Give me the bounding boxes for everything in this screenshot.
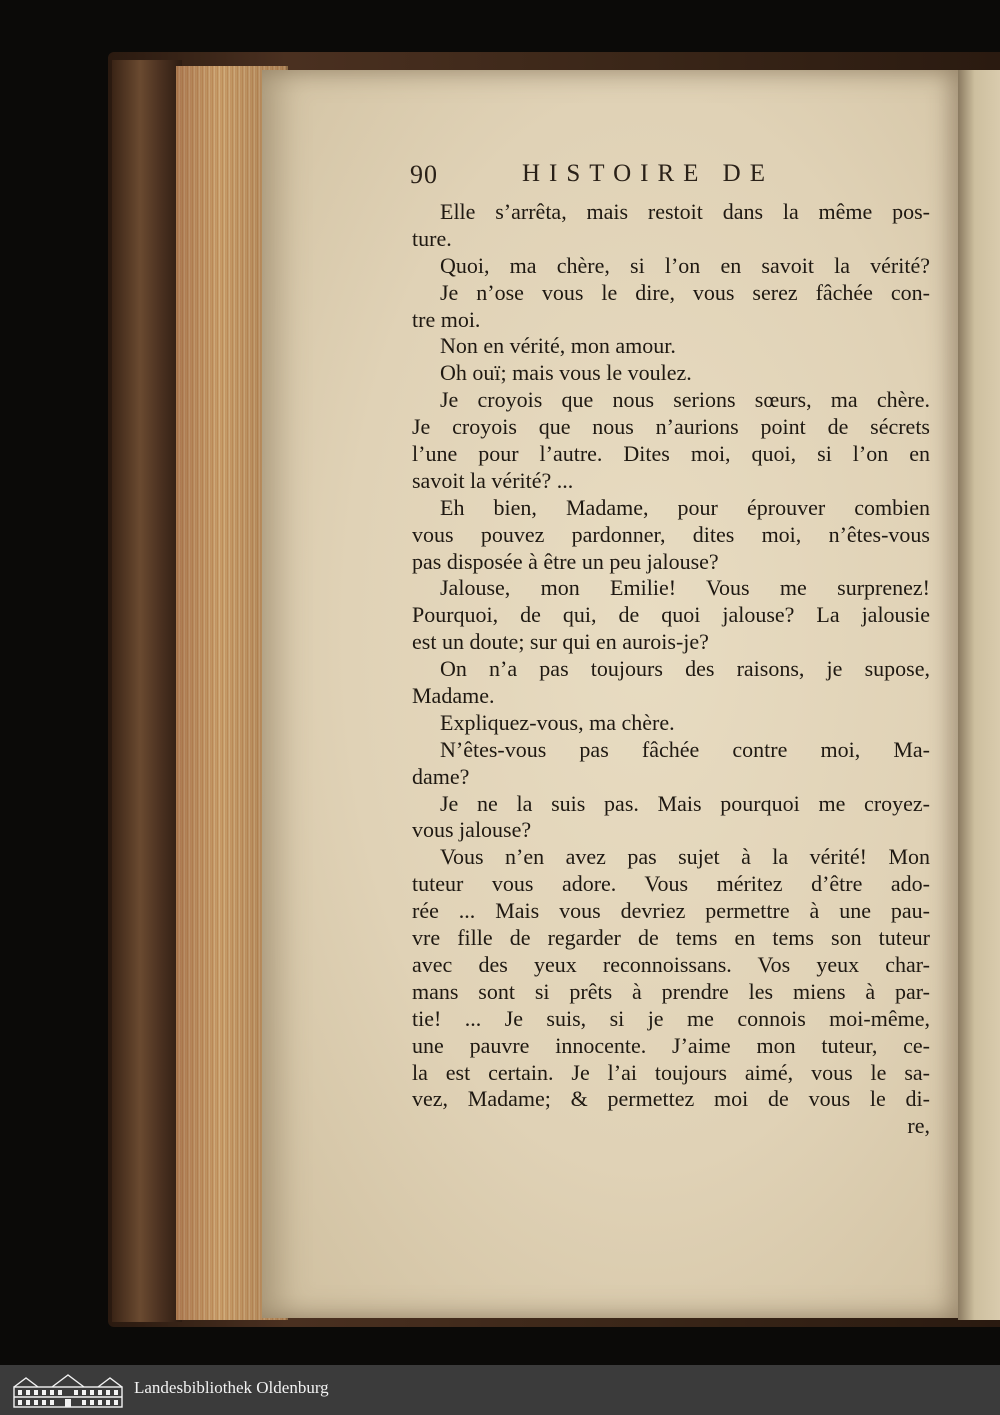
catchword: re, <box>907 1113 930 1139</box>
text-line: Non en vérité, mon amour. <box>440 333 676 359</box>
text-line: Je ne la suis pas. Mais pourquoi me croyez- <box>440 790 930 816</box>
text-line: tre moi. <box>412 306 481 332</box>
text-line: est un doute; sur qui en aurois-je? <box>412 629 709 655</box>
text-line: Quoi, ma chère, si l’on en savoit la vérité? <box>440 252 930 278</box>
text-line: vous pouvez pardonner, dites moi, n’êtes-vous <box>412 521 930 547</box>
text-line: dame? <box>412 763 470 789</box>
book-spine-edge <box>112 60 182 1322</box>
text-line: ture. <box>412 225 452 251</box>
text-line: l’une pour l’autre. Dites moi, quoi, si l’on en <box>412 441 930 467</box>
text-block <box>412 199 930 1140</box>
library-name: Landesbibliothek Oldenburg <box>134 1378 329 1397</box>
text-line: Je croyois que nous serions sœurs, ma chère. <box>440 387 930 413</box>
text-line: avec des yeux reconnoissans. Vos yeux char- <box>412 951 930 977</box>
text-line: Je n’ose vous le dire, vous serez fâchée con- <box>440 279 930 305</box>
text-line: Expliquez-vous, ma chère. <box>440 709 675 735</box>
text-line: rée ... Mais vous devriez permettre à une pau- <box>412 898 930 924</box>
text-line: tuteur vous adore. Vous méritez d’être ado- <box>412 871 930 897</box>
text-line: N’êtes-vous pas fâchée contre moi, Ma- <box>440 736 930 762</box>
facing-page-edge <box>958 70 1000 1320</box>
running-title: HISTOIRE DE <box>522 160 775 187</box>
text-line: Madame. <box>412 683 495 709</box>
text-line: vre fille de regarder de tems en tems son tuteur <box>412 925 930 951</box>
text-line: Eh bien, Madame, pour éprouver combien <box>440 494 930 520</box>
page-number: 90 <box>410 160 438 189</box>
text-line: une pauvre innocente. J’aime mon tuteur, ce- <box>412 1032 930 1058</box>
text-line: pas disposée à être un peu jalouse? <box>412 548 719 574</box>
running-head <box>410 160 930 192</box>
text-line: Pourquoi, de qui, de quoi jalouse? La jalousie <box>412 602 930 628</box>
text-line: savoit la vérité? ... <box>412 467 574 493</box>
text-line: vez, Madame; & permettez moi de vous le di- <box>412 1086 930 1112</box>
text-line: Elle s’arrêta, mais restoit dans la même pos- <box>440 199 930 224</box>
text-line: Je croyois que nous n’aurions point de sécrets <box>412 414 930 440</box>
text-line: tie! ... Je suis, si je me connois moi-même, <box>412 1005 930 1031</box>
text-line: Vous n’en avez pas sujet à la vérité! Mon <box>440 844 930 870</box>
library-building-icon <box>12 1373 124 1409</box>
text-line: Jalouse, mon Emilie! Vous me surprenez! <box>440 575 930 601</box>
text-line: mans sont si prêts à prendre les miens à par- <box>412 978 930 1004</box>
text-line: vous jalouse? <box>412 817 532 843</box>
text-line: Oh ouï; mais vous le voulez. <box>440 360 692 386</box>
text-line: la est certain. Je l’ai toujours aimé, vous le sa- <box>412 1059 930 1085</box>
text-line: On n’a pas toujours des raisons, je supose, <box>440 656 930 682</box>
footer-bar <box>0 1365 1000 1415</box>
